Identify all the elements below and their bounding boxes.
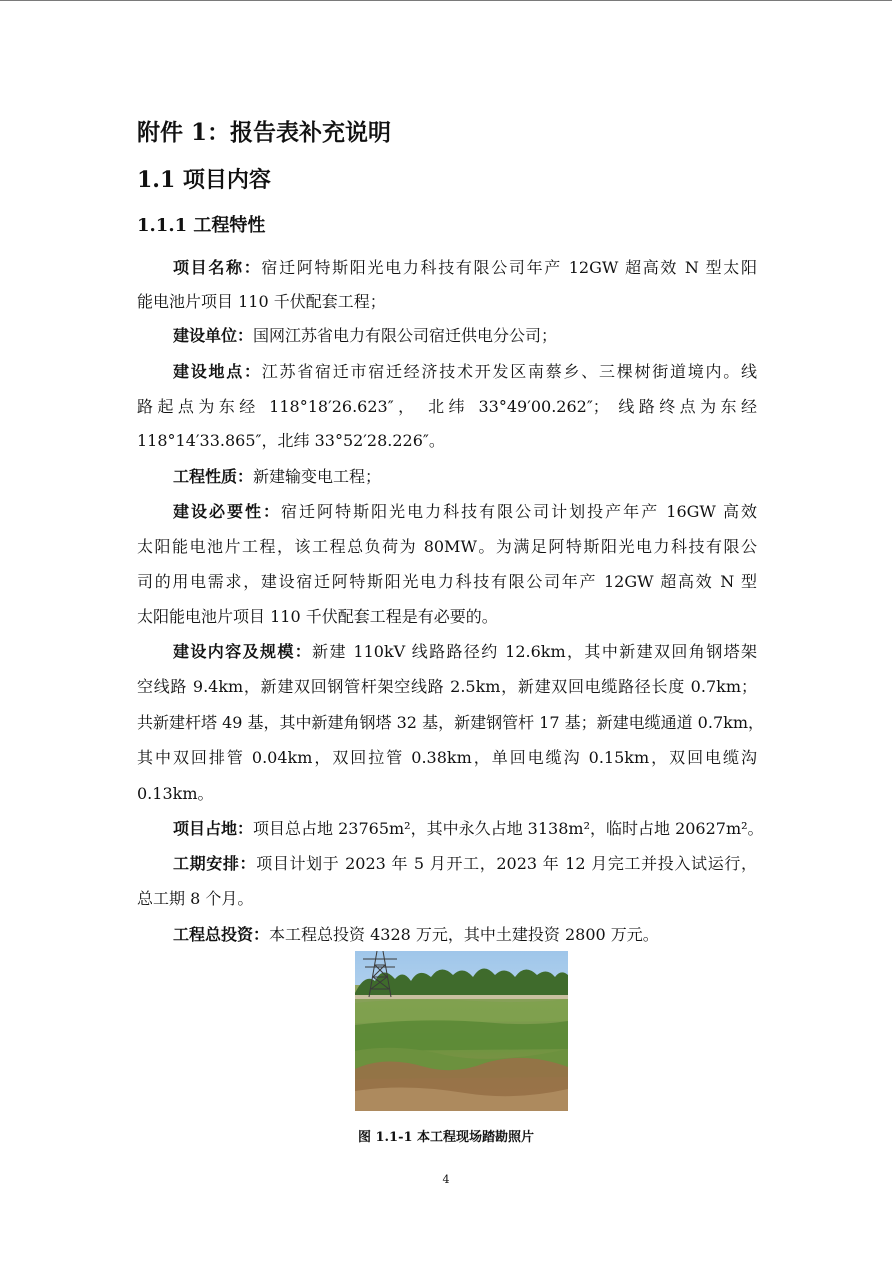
land-line <box>173 812 764 846</box>
scale-label: 建设内容及规模： <box>173 642 313 661</box>
land-label: 项目占地： <box>173 819 254 838</box>
builder-line <box>173 319 757 353</box>
necessity-label: 建设必要性： <box>173 502 282 521</box>
investment-label: 工程总投资： <box>173 925 270 944</box>
site-text-1: 江苏省宿迁市宿迁经济技术开发区南蔡乡、三棵树街道境内。线 <box>261 362 757 381</box>
scale-line-1 <box>173 635 757 669</box>
scale-line-3: 共新建杆塔 49 基，其中新建角钢塔 32 基，新建钢管杆 17 基；新建电缆通道 0.7km， <box>137 713 764 732</box>
builder-text: 国网江苏省电力有限公司宿迁供电分公司； <box>253 326 558 345</box>
land-text: 项目总占地 23765m²，其中永久占地 3138m²，临时占地 20627m²。 <box>253 819 764 838</box>
site-line-2: 路起点为东经 118°18′26.623″， 北纬 33°49′00.262″； 线路终点为东经 <box>137 397 757 416</box>
site-line-1 <box>173 355 757 389</box>
schedule-text-1: 项目计划于 2023 年 5 月开工，2023 年 12 月完工并投入试运行， <box>256 854 757 873</box>
project-name-line-2: 能电池片项目 110 千伏配套工程； <box>137 292 386 311</box>
nature-text: 新建输变电工程； <box>253 467 382 486</box>
scale-line-2: 空线路 9.4km，新建双回钢管杆架空线路 2.5km，新建双回电缆路径长度 0.7km； <box>137 677 757 696</box>
schedule-line-1 <box>173 847 757 881</box>
page-number: 4 <box>442 1173 450 1186</box>
scale-line-5: 0.13km。 <box>137 784 214 803</box>
scale-line-4: 其中双回排管 0.04km，双回拉管 0.38km，单回电缆沟 0.15km，双回电缆沟 <box>137 748 757 767</box>
necessity-line-2: 太阳能电池片工程，该工程总负荷为 80MW。为满足阿特斯阳光电力科技有限公 <box>137 537 757 556</box>
investment-line <box>173 918 757 952</box>
appendix-heading: 附件 1：报告表补充说明 <box>137 119 392 146</box>
builder-label: 建设单位： <box>173 326 254 345</box>
schedule-label: 工期安排： <box>173 854 257 873</box>
page-top-border <box>0 0 892 1</box>
schedule-line-2: 总工期 8 个月。 <box>137 889 254 908</box>
necessity-line-3: 司的用电需求，建设宿迁阿特斯阳光电力科技有限公司年产 12GW 超高效 N 型 <box>137 572 757 591</box>
site-line-3: 118°14′33.865″，北纬 33°52′28.226″。 <box>137 431 445 450</box>
project-name-line-1 <box>173 251 757 285</box>
subsection-heading: 1.1.1 工程特性 <box>137 215 266 236</box>
investment-text: 本工程总投资 4328 万元，其中土建投资 2800 万元。 <box>269 925 659 944</box>
necessity-line-4: 太阳能电池片项目 110 千伏配套工程是有必要的。 <box>137 607 498 626</box>
project-name-text-1: 宿迁阿特斯阳光电力科技有限公司年产 12GW 超高效 N 型太阳 <box>261 258 757 277</box>
necessity-text-1: 宿迁阿特斯阳光电力科技有限公司计划投产年产 16GW 高效 <box>281 502 757 521</box>
section-heading: 1.1 项目内容 <box>137 167 271 193</box>
nature-label: 工程性质： <box>173 467 254 486</box>
project-name-label: 项目名称： <box>173 258 262 277</box>
necessity-line-1 <box>173 495 757 529</box>
site-survey-photo <box>355 951 568 1111</box>
figure-caption: 图 1.1-1 本工程现场踏勘照片 <box>357 1130 535 1145</box>
scale-text-1: 新建 110kV 线路路径约 12.6km，其中新建双回角钢塔架 <box>312 642 757 661</box>
nature-line <box>173 460 757 494</box>
site-label: 建设地点： <box>173 362 262 381</box>
